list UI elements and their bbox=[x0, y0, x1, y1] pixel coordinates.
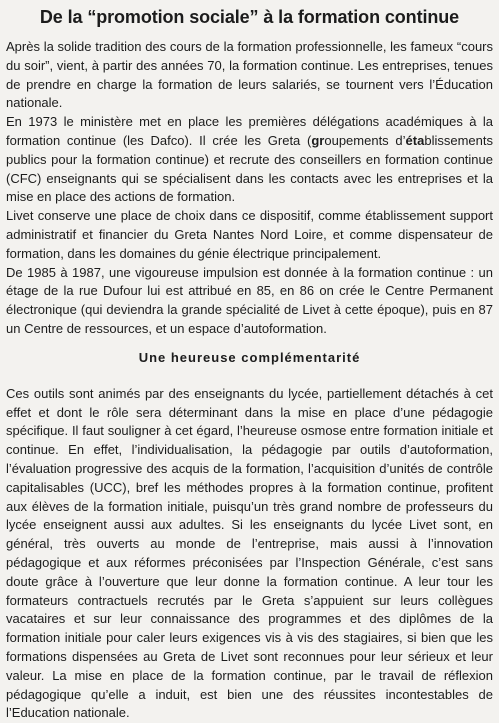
paragraph-greta bbox=[6, 113, 493, 207]
paragraph-1985-1987: De 1985 à 1987, une vigoureuse impulsion est donnée à la formation continue : un étage de la rue Dufour lui est attribué en 85, en 86 on crée le Centre Permanent électronique (qui deviendra la grande spécialité de Livet à cette époque), puis en 87 un Centre de ressources, et un espace d’autoformation. bbox=[6, 264, 493, 336]
acronym-letters-eta: éta bbox=[405, 132, 425, 148]
paragraph-greta-part-1: En 1973 le ministère met en place les premières délégations académiques à la formation continue (les Dafco). Il crée les Greta ( bbox=[6, 114, 493, 148]
spacer bbox=[6, 339, 493, 349]
section-1-body bbox=[6, 38, 493, 339]
section-subtitle: Une heureuse complémentarité bbox=[138, 349, 361, 365]
acronym-letters-gr: gr bbox=[311, 132, 325, 148]
page-title: De la “promotion sociale” à la formation continue bbox=[39, 7, 460, 27]
paragraph-greta-part-2: oupements d’ bbox=[324, 132, 406, 148]
paragraph-livet-role: Livet conserve une place de choix dans ce dispositif, comme établissement support administratif et financier du Greta Nantes Nord Loire, et comme dispensateur de formation, dans les domaines du génie électrique principalement. bbox=[6, 208, 493, 261]
paragraph-complementarity: Ces outils sont animés par des enseignants du lycée, partiellement détachés à cet effet et dont le rôle sera déterminant dans la mise en place d’une pédagogie spécifique. Il faut souligner à cet égard, l’heureuse osmose entre formation initiale et continue. En effet, l’individualisation, la pédagogie par outils d’autoformation, l’évaluation progressive des acquis de la formation, l’acquisition d’unités de contrôle capitalisables (UCC), bref les méthodes propres à la formation continue, profitent aux élèves de la formation initiale, puisqu’un très grand nombre de professeurs du lycée enseignent aussi aux adultes. Si les enseignants du lycée Livet sont, en général, très ouverts au monde de l’entreprise, mais aussi à l’innovation pédagogique et aux réformes préconisées par l’Inspection Générale, c’est sans doute grâce à l’ouverture que leur donne la formation continue. A leur tour les formateurs contractuels recrutés par le Greta s’appuient sur leurs collègues vacataires et sur leur connaissance des programmes et des diplômes de la formation initiale pour caler leurs exigences vis à vis des stagiaires, si bien que les formations dispensées au Greta de Livet sont reconnues pour leur sérieux et leur valeur. La mise en place de la formation continue, par le travail de réflexion pédagogique qu’elle a induit, est bien une des réussites incontestables de l’Education nationale. bbox=[6, 385, 493, 721]
section-2-body bbox=[6, 385, 493, 723]
paragraph-greta-part-3: blissements publics pour la formation continue) et recrute des conseillers en formation continue (CFC) enseignants qui se spécialisent dans les contacts avec les entreprises et la mise en place des actions de formation. bbox=[6, 132, 493, 205]
spacer bbox=[6, 367, 493, 385]
paragraph-tradition: Après la solide tradition des cours de la formation professionnelle, les fameux “cours du soir”, vient, à partir des années 70, la formation continue. Les entreprises, tenues de prendre en charge la formation de leurs salariés, se tournent vers l’Éducation nationale. bbox=[6, 39, 493, 111]
